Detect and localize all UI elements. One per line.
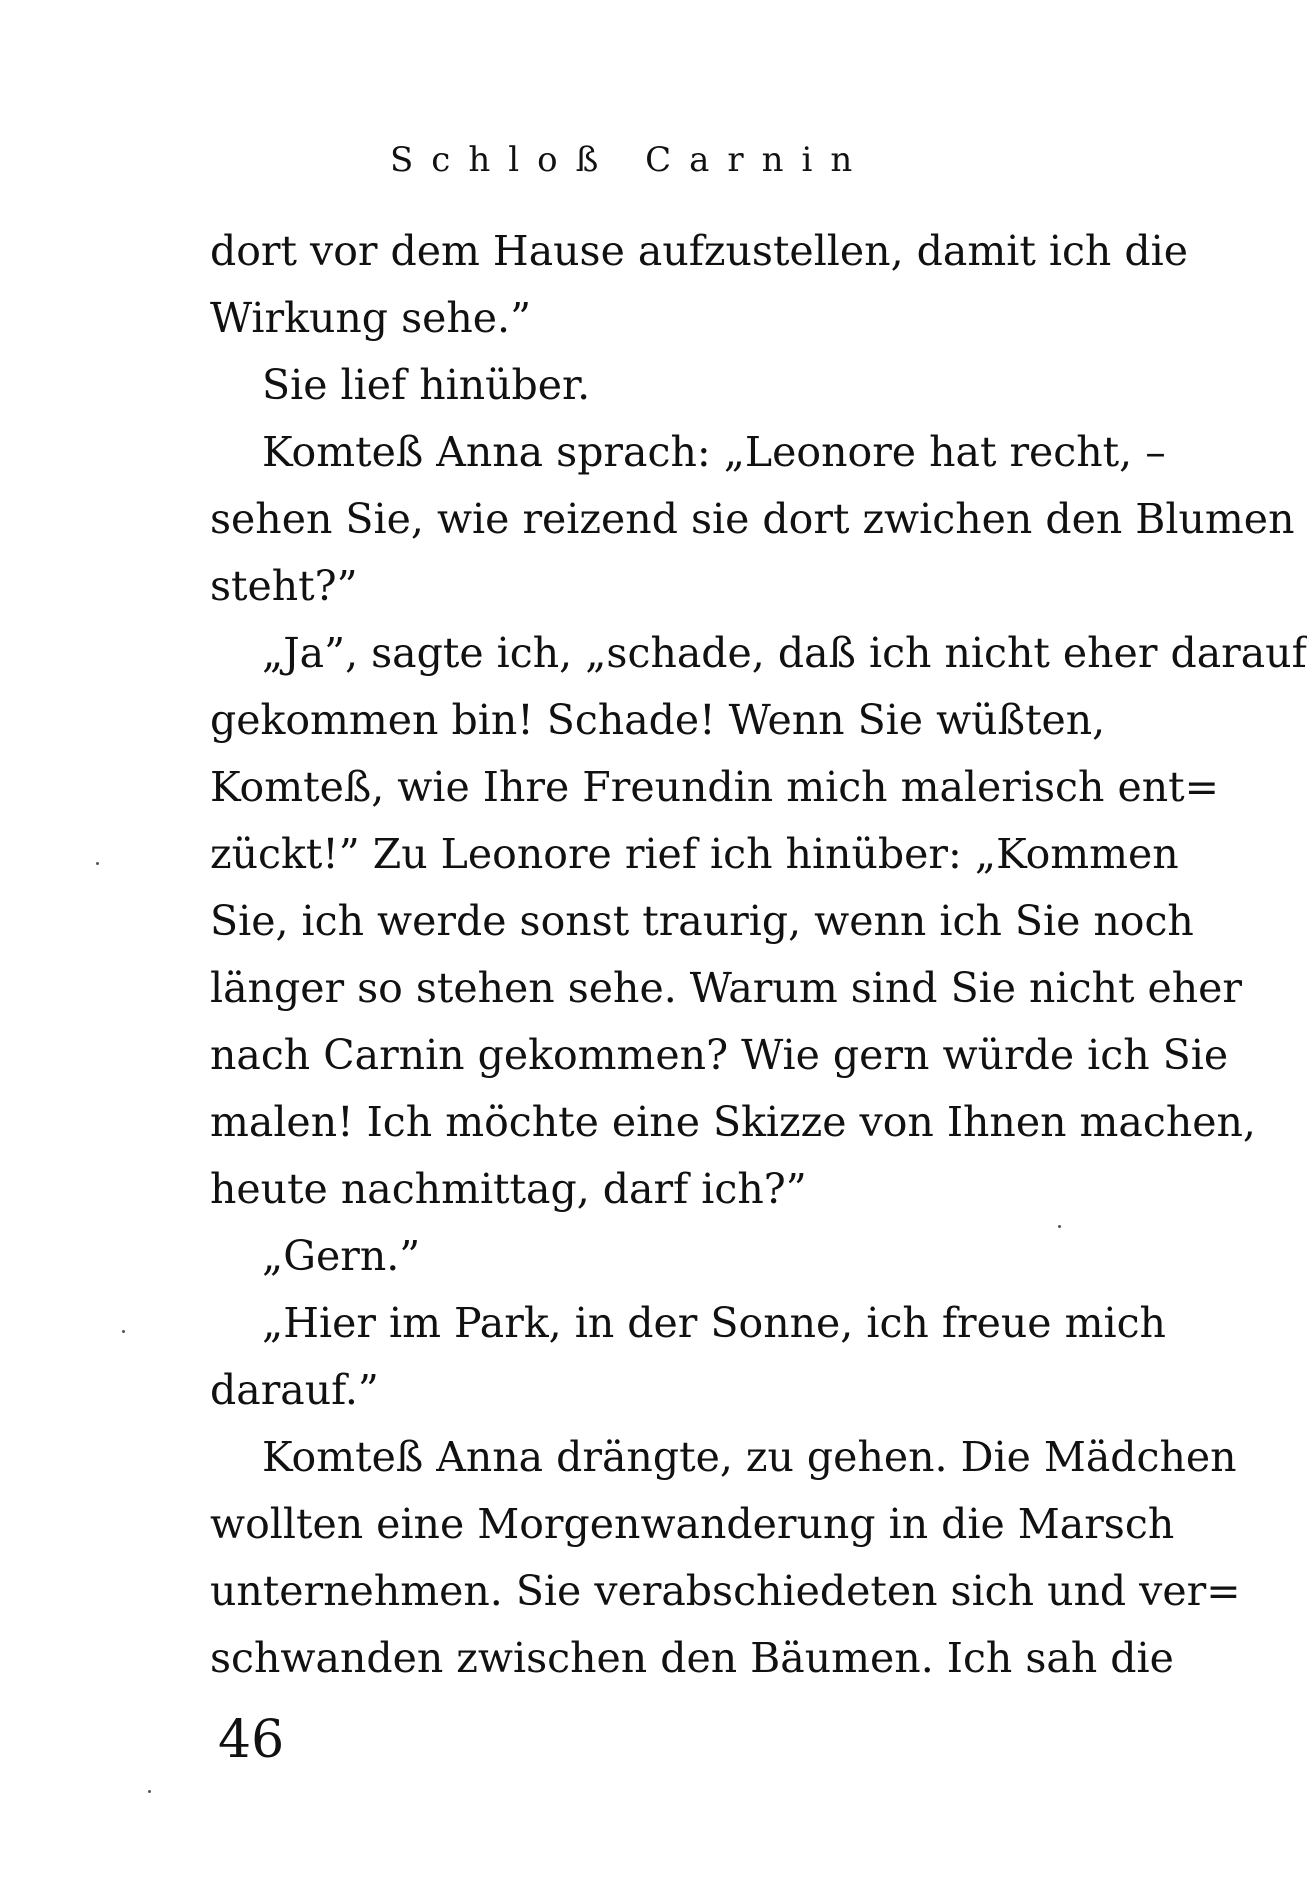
text-line: „Gern.” (262, 1232, 421, 1280)
scan-speck (148, 1790, 151, 1793)
scan-speck (1058, 1225, 1061, 1228)
text-line: Komteß Anna sprach: „Leonore hat recht, – (262, 428, 1166, 476)
scan-speck (122, 1330, 125, 1333)
running-title: Schloß Carnin (390, 140, 871, 180)
text-line: „Ja”, sagte ich, „schade, daß ich nicht eher darauf (262, 629, 1307, 677)
text-line: Komteß Anna drängte, zu gehen. Die Mädchen (262, 1433, 1237, 1481)
text-line: unternehmen. Sie verabschiedeten sich und ver= (210, 1567, 1241, 1615)
text-line: Sie lief hinüber. (262, 361, 591, 409)
text-line: heute nachmittag, darf ich?” (210, 1165, 807, 1213)
page-number: 46 (218, 1710, 285, 1770)
text-line: zückt!” Zu Leonore rief ich hinüber: „Kommen (210, 830, 1179, 878)
text-line: sehen Sie, wie reizend sie dort zwichen den Blumen (210, 495, 1295, 543)
scan-speck (96, 862, 99, 865)
body-text (210, 218, 1307, 1692)
text-line: darauf.” (210, 1366, 379, 1414)
text-line: malen! Ich möchte eine Skizze von Ihnen machen, (210, 1098, 1256, 1146)
text-line: „Hier im Park, in der Sonne, ich freue mich (262, 1299, 1166, 1347)
text-line: steht?” (210, 562, 358, 610)
text-line: schwanden zwischen den Bäumen. Ich sah die (210, 1634, 1174, 1682)
text-line: dort vor dem Hause aufzustellen, damit ich die (210, 227, 1188, 275)
text-line: Komteß, wie Ihre Freundin mich malerisch ent= (210, 763, 1219, 811)
text-line: Wirkung sehe.” (210, 294, 532, 342)
text-line: Sie, ich werde sonst traurig, wenn ich Sie noch (210, 897, 1194, 945)
text-line: wollten eine Morgenwanderung in die Marsch (210, 1500, 1175, 1548)
text-line: länger so stehen sehe. Warum sind Sie nicht eher (210, 964, 1242, 1012)
text-line: gekommen bin! Schade! Wenn Sie wüßten, (210, 696, 1106, 744)
text-line: nach Carnin gekommen? Wie gern würde ich Sie (210, 1031, 1229, 1079)
